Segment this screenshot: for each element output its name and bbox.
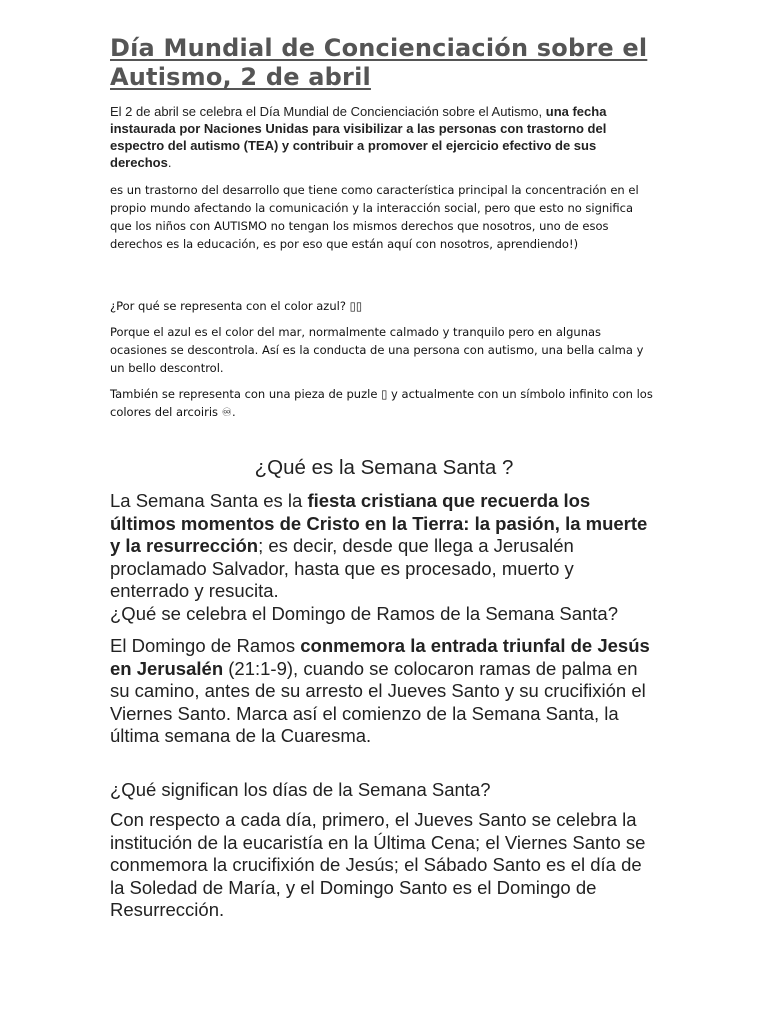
intro-tail: . — [167, 155, 172, 170]
dias-question: ¿Qué significan los días de la Semana Santa? — [110, 778, 491, 800]
document-body — [110, 34, 658, 922]
ramos-answer — [110, 635, 658, 748]
puzzle-after: . — [231, 405, 236, 419]
infinity-icon: ♾ — [221, 405, 232, 419]
ramos-question: ¿Qué se celebra el Domingo de Ramos de la Semana Santa? — [110, 602, 619, 624]
puzzle-middle: y actualmente con un símbolo infinito con los colores del arcoiris — [110, 387, 653, 419]
dias-answer: Con respecto a cada día, primero, el Jueves Santo se celebra la institución de la eucaristía en la Última Cena; el Viernes Santo se conmemora la crucifixión de Jesús; el Sábado Santo es el día de la Soledad de María, y el Domingo Santo es el Domingo de Resurrección. — [110, 809, 646, 920]
semana-tail: ; es decir, desde que llega a Jerusalén proclamado Salvador, hasta que es procesado, muerto y enterrado y resucita. — [110, 535, 574, 601]
page-title: Día Mundial de Concienciación sobre el Autismo, 2 de abril — [110, 34, 648, 91]
blue-question-text: ¿Por qué se representa con el color azul? — [110, 299, 350, 313]
ramos-bold: conmemora la entrada triunfal de Jesús en Jerusalén — [110, 635, 650, 679]
ramos-tail: (21:1-9), cuando se colocaron ramas de palma en su camino, antes de su arresto el Jueves Santo y su crucifixión el Viernes Santo. Marca así el comienzo de la Semana Santa, la última semana de la Cuaresma. — [110, 657, 646, 746]
autism-paragraph: es un trastorno del desarrollo que tiene como característica principal la concentración en el propio mundo afectando la comunicación y la interacción social, pero que esto no significa que los niños con AUTISMO no tengan los mismos derechos que nosotros, uno de esos derechos es la educación, es por eso que están aquí con nosotros, aprendiendo!) — [110, 183, 639, 251]
semana-heading: ¿Qué es la Semana Santa ? — [254, 456, 514, 479]
blue-answer: Porque el azul es el color del mar, normalmente calmado y tranquilo pero en algunas ocasiones se descontrola. Así es la conducta de una persona con autismo, una bella calma y un bello descontrol. — [110, 325, 644, 375]
intro-bold: una fecha instaurada por Naciones Unidas para visibilizar a las personas con trastorno del espectro del autismo (TEA) y contribuir a promover el ejercicio efectivo de sus derechos — [110, 104, 607, 170]
ramos-lead: El Domingo de Ramos — [110, 635, 301, 656]
puzzle-piece-icon: ▯ — [381, 387, 388, 401]
intro-lead: El 2 de abril se celebra el Día Mundial de Concienciación sobre el Autismo, — [110, 104, 546, 119]
missing-glyph-icon: ▯▯ — [349, 299, 363, 313]
blue-question — [110, 297, 658, 315]
semana-definition — [110, 490, 658, 625]
intro-paragraph — [110, 103, 658, 171]
puzzle-before: También se representa con una pieza de puzle — [110, 387, 382, 401]
puzzle-paragraph — [110, 385, 658, 421]
semana-bold: fiesta cristiana que recuerda los últimos momentos de Cristo en la Tierra: la pasión, la muerte y la resurrección — [110, 490, 648, 556]
semana-lead: La Semana Santa es la — [110, 490, 308, 511]
